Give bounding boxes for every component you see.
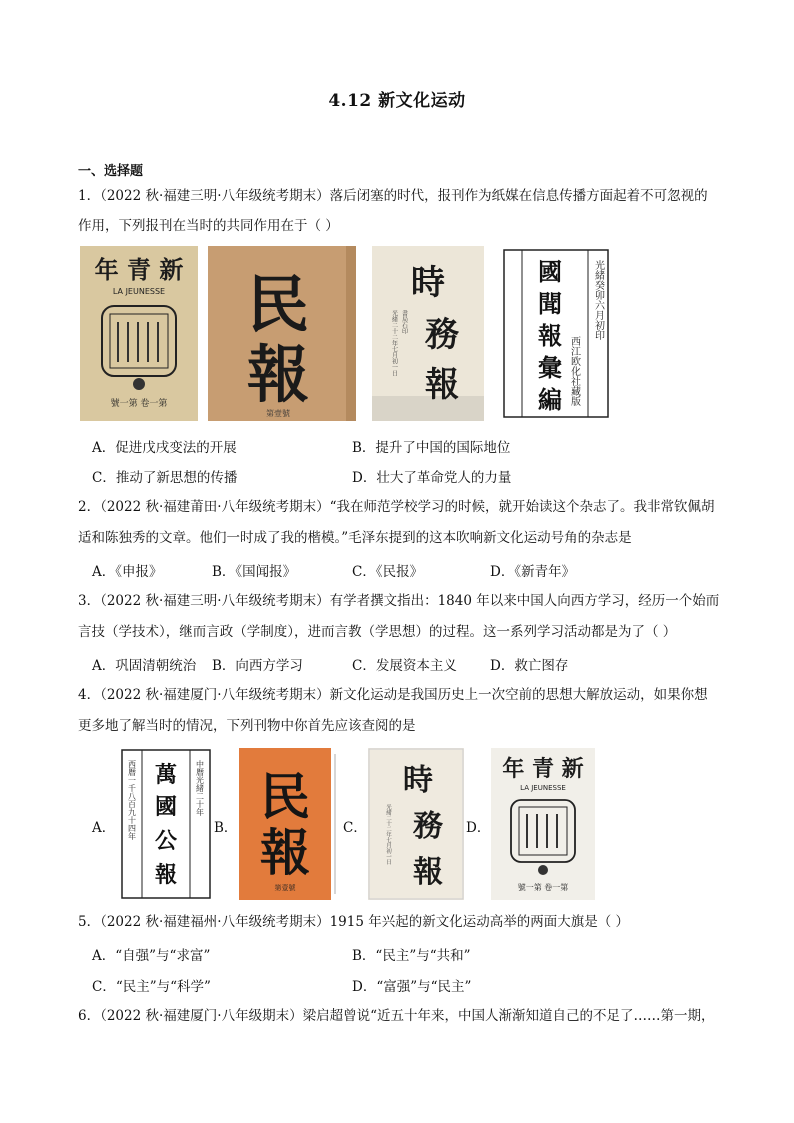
svg-text:西江欧化社藏版: 西江欧化社藏版: [568, 336, 580, 406]
section-heading: 一、选择题: [78, 164, 144, 179]
svg-text:報: 報: [425, 365, 459, 405]
q4-label-a: A．: [92, 820, 116, 836]
q3-stem-line1: 3．（2022 秋·福建三明·八年级统考期末）有学者撰文指出：1840 年以来中国人向西方学习，经历一个始而: [78, 593, 720, 609]
svg-text:第壹號: 第壹號: [266, 409, 290, 418]
q2-stem-line2: 适和陈独秀的文章。他们一时成了我的楷模。”毛泽东提到的这本吹响新文化运动号角的杂志是: [78, 530, 632, 546]
q6-stem-line1: 6．（2022 秋·福建厦门·八年级期末）梁启超曾说“近五十年来，中国人渐渐知道自己的不足了……第一期，: [78, 1008, 715, 1024]
svg-text:年 青 新: 年 青 新: [502, 756, 584, 782]
shiwubao-cover-image-q1: [372, 246, 484, 421]
svg-text:中曆光緒二十年: 中曆光緒二十年: [195, 760, 205, 816]
q3-stem-line2: 言技（学技术），继而言政（学制度），进而言教（学思想）的过程。这一系列学习活动都是为了（ ）: [78, 624, 677, 640]
svg-text:公: 公: [154, 828, 178, 854]
svg-text:民: 民: [246, 268, 310, 341]
page-title: 4.12 新文化运动: [328, 91, 466, 111]
svg-text:聞: 聞: [538, 289, 562, 318]
svg-text:號一第 卷一第: 號一第 卷一第: [110, 399, 168, 409]
guowenbao-cover-image: [500, 246, 612, 421]
svg-text:西曆一千八百九十四年: 西曆一千八百九十四年: [127, 760, 137, 840]
shiwubao-cover-image-q4: [368, 748, 464, 900]
q1-stem-line2: 作用，下列报刊在当时的共同作用在于（ ）: [78, 218, 339, 234]
svg-text:民: 民: [260, 767, 310, 826]
svg-text:LA JEUNESSE: LA JEUNESSE: [112, 287, 166, 296]
q5-option-b: B．“民主”与“共和”: [352, 948, 471, 964]
q5-option-a: A．“自强”与“求富”: [92, 948, 211, 964]
q1-option-c: C．推动了新思想的传播: [92, 470, 238, 486]
svg-text:萬: 萬: [154, 762, 178, 788]
svg-text:報: 報: [260, 823, 310, 882]
svg-text:LA JEUNESSE: LA JEUNESSE: [520, 784, 566, 792]
svg-text:光緒二十二年七月初一日: 光緒二十二年七月初一日: [390, 310, 398, 376]
q3-option-a: A．巩固清朝统治: [92, 658, 197, 674]
svg-text:時: 時: [411, 263, 445, 303]
svg-text:光緒癸卯六月初印: 光緒癸卯六月初印: [592, 260, 604, 340]
q3-option-b: B．向西方学习: [212, 658, 303, 674]
svg-text:報: 報: [413, 855, 443, 890]
svg-text:國: 國: [154, 794, 178, 820]
q2-option-b: B．《国闻报》: [212, 564, 297, 580]
minbao-cover-image-q4: [239, 748, 343, 900]
q4-stem-line1: 4．（2022 秋·福建厦门·八年级统考期末）新文化运动是我国历史上一次空前的思想大解放运动，如果你想: [78, 687, 708, 703]
svg-text:報: 報: [538, 321, 562, 350]
q5-option-d: D．“富强”与“民主”: [352, 979, 472, 995]
svg-text:國: 國: [538, 257, 562, 286]
svg-text:彙: 彙: [538, 353, 562, 382]
q5-stem-line1: 5．（2022 秋·福建福州·八年级统考期末）1915 年兴起的新文化运动高举的两面大旗是（ ）: [78, 914, 630, 930]
q2-option-c: C．《民报》: [352, 564, 424, 580]
q1-option-d: D．壮大了革命党人的力量: [352, 470, 512, 486]
svg-text:報: 報: [246, 338, 310, 411]
xinqingnian-title: 年 青 新: [94, 255, 184, 284]
q5-option-c: C．“民主”与“科学”: [92, 979, 211, 995]
q1-stem-line1: 1．（2022 秋·福建三明·八年级统考期末）落后闭塞的时代，报刊作为纸媒在信息传播方面起着不可忽视的: [78, 188, 708, 204]
q1-option-a: A．促进戊戌变法的开展: [92, 440, 237, 456]
q4-stem-line2: 更多地了解当时的情况，下列刊物中你首先应该查阅的是: [78, 718, 416, 734]
svg-text:編: 編: [538, 385, 562, 414]
xinqingnian-cover-image-q4: [491, 748, 595, 900]
q4-label-b: B．: [214, 820, 238, 836]
q2-stem-line1: 2．（2022 秋·福建莆田·八年级统考期末）“我在师范学校学习的时候，就开始读这个杂志了。我非常钦佩胡: [78, 499, 715, 515]
xinqingnian-cover-image: [80, 246, 198, 421]
q3-option-d: D．救亡图存: [490, 658, 569, 674]
svg-text:報: 報: [154, 862, 178, 888]
q2-option-a: A．《申报》: [92, 564, 163, 580]
q2-option-d: D．《新青年》: [490, 564, 576, 580]
svg-text:號一第 卷一第: 號一第 卷一第: [517, 883, 569, 892]
wanguogongbao-cover-image: [120, 748, 212, 900]
q3-option-c: C．发展资本主义: [352, 658, 457, 674]
q4-label-d: D．: [466, 820, 491, 836]
svg-text:時: 時: [403, 763, 433, 798]
svg-text:務: 務: [425, 315, 459, 355]
minbao-cover-image: [208, 246, 356, 421]
q1-option-b: B．提升了中国的国际地位: [352, 440, 511, 456]
q4-label-c: C．: [343, 820, 367, 836]
svg-text:務: 務: [413, 809, 443, 844]
svg-text:第壹號: 第壹號: [274, 884, 296, 892]
svg-text:書局石印: 書局石印: [400, 310, 408, 334]
svg-text:光緒二十二年七月初一日: 光緒二十二年七月初一日: [385, 804, 391, 865]
